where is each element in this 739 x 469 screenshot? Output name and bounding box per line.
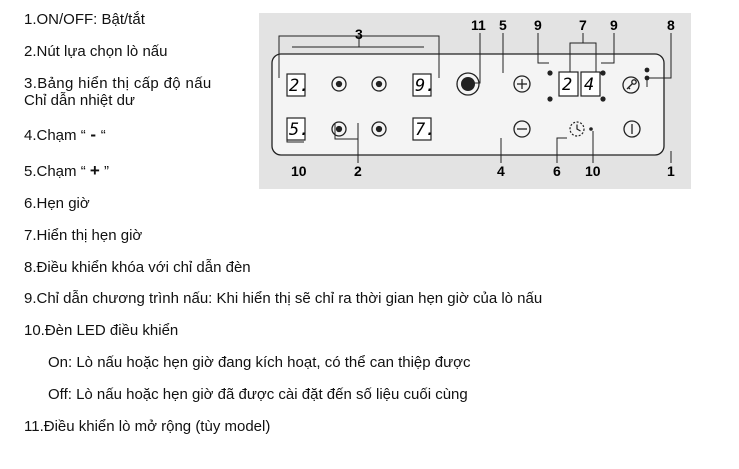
svg-text:2.: 2.: [289, 76, 310, 96]
callout-4: 4: [497, 163, 505, 179]
svg-text:7.: 7.: [415, 120, 436, 140]
callout-6: 6: [553, 163, 561, 179]
legend-item-4: 4.Chạm “ - “: [24, 125, 106, 144]
legend-item-10-on: On: Lò nấu hoặc hẹn giờ đang kích hoạt, có thể can thiệp được: [48, 354, 471, 371]
level-display-bottom-left: [287, 118, 309, 140]
level-display-bottom-right: [413, 118, 435, 140]
legend-item-11: 11.Điều khiển lò mở rộng (tùy model): [24, 418, 271, 435]
callout-11: 11: [471, 17, 486, 33]
callout-8: 8: [667, 17, 675, 33]
legend-item-8: 8.Điều khiển khóa với chỉ dẫn đèn: [24, 259, 251, 276]
svg-text:9.: 9.: [415, 76, 436, 96]
legend-item-3: 3.Bảng hiển thị cấp độ nấu: [24, 75, 212, 92]
callout-7: 7: [579, 17, 587, 33]
legend-item-3-sub: Chỉ dẫn nhiệt dư: [24, 92, 135, 109]
callout-10-left: 10: [291, 163, 307, 179]
legend-item-1: 1.ON/OFF: Bật/tắt: [24, 11, 145, 28]
callout-5: 5: [499, 17, 507, 33]
legend-item-10: 10.Đèn LED điều khiển: [24, 322, 179, 339]
callout-1: 1: [667, 163, 675, 179]
legend-item-7: 7.Hiển thị hẹn giờ: [24, 227, 143, 244]
panel-face: [272, 54, 664, 155]
callout-3: 3: [355, 26, 363, 42]
legend-item-9: 9.Chỉ dẫn chương trình nấu: Khi hiển thị sẽ chỉ ra thời gian hẹn giờ của lò nấu: [24, 290, 543, 307]
timer-led-dot: [589, 127, 593, 131]
callout-9-right: 9: [610, 17, 618, 33]
plus-symbol: +: [89, 161, 100, 180]
callout-2: 2: [354, 163, 362, 179]
legend-item-6: 6.Hẹn giờ: [24, 195, 90, 212]
control-panel-diagram: [259, 13, 691, 189]
timer-digit-2: 4: [584, 75, 595, 95]
callout-10-right: 10: [585, 163, 601, 179]
svg-text:5.: 5.: [289, 120, 310, 140]
timer-digit-1: 2: [562, 75, 573, 95]
minus-symbol: -: [85, 125, 101, 144]
callout-9-left: 9: [534, 17, 542, 33]
legend-item-5: 5.Chạm “ + ”: [24, 161, 109, 180]
level-display-top-right: [413, 74, 435, 96]
legend-item-2: 2.Nút lựa chọn lò nấu: [24, 43, 168, 60]
level-display-top-left: [287, 74, 309, 96]
legend-item-10-off: Off: Lò nấu hoặc hẹn giờ đã được cài đặt đến số liệu cuối cùng: [48, 386, 468, 403]
